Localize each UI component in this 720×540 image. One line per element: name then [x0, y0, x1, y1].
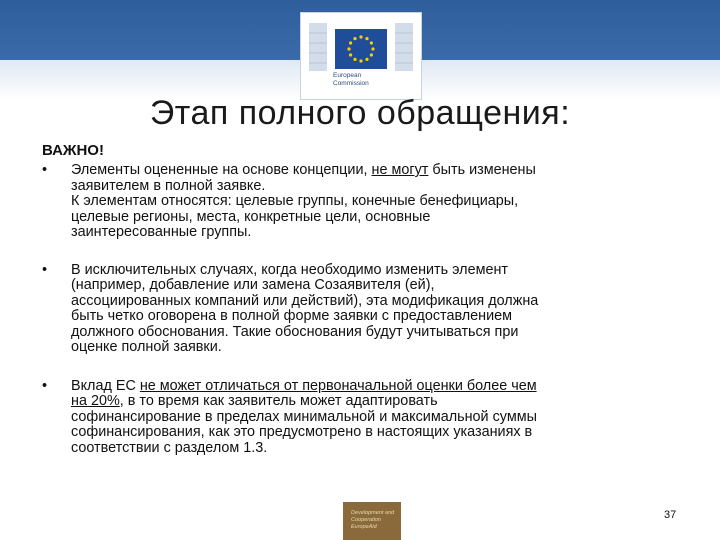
- footer-line-2: Cooperation: [351, 517, 381, 523]
- bullet-icon: •: [42, 162, 48, 178]
- important-label: ВАЖНО!: [42, 142, 104, 159]
- bullet-line: целевые регионы, места, конкретные цели, основные: [71, 208, 431, 225]
- bullet-line: Вклад ЕС не может отличаться от первоначальной оценки более чем: [71, 377, 537, 394]
- bullet-line: оценке полной заявки.: [71, 339, 222, 355]
- bullet-line: быть четко оговорена в полной форме заявки с предоставлением: [71, 308, 513, 324]
- footer-line-3: EuropeAid: [351, 524, 377, 530]
- page-number: 37: [664, 509, 677, 521]
- bullet-icon: •: [42, 261, 48, 278]
- bullet-line: Элементы оцененные на основе концепции, не могут быть изменены: [71, 162, 536, 178]
- footer-logo-text: [351, 510, 394, 531]
- underlined-text: на 20%: [71, 393, 120, 409]
- bullet-line: на 20%, в то время как заявитель может адаптировать: [71, 393, 438, 409]
- bullet-line: заинтересованные группы.: [71, 224, 252, 240]
- slide-title: Этап полного обращения:: [149, 94, 571, 132]
- bullet-line: соответствии с разделом 1.3.: [71, 439, 268, 456]
- logo-text: [333, 72, 369, 88]
- bullet-item-1: [42, 163, 672, 241]
- logo-text-line-1: European: [333, 72, 362, 79]
- underlined-text: не может отличаться от первоначальной оценки более чем: [139, 377, 537, 394]
- bullet-line: софинансирование в пределах минимальной и максимальной суммы: [71, 408, 537, 425]
- bullet-line: К элементам относятся: целевые группы, конечные бенефициары,: [71, 193, 519, 209]
- bullet-line: должного обоснования. Такие обоснования будут учитываться при: [71, 323, 519, 340]
- bullet-line: В исключительных случаях, когда необходимо изменить элемент: [71, 261, 509, 278]
- bullet-line: заявителем в полной заявке.: [71, 177, 266, 194]
- bullet-line: софинансирования, как это предусмотрено в настоящих указаниях в: [71, 424, 533, 440]
- bullet-line: (например, добавление или замена Созаявителя (ей),: [71, 277, 435, 293]
- bullet-line: ассоциированных компаний или действий), эта модификация должна: [71, 292, 539, 309]
- bullet-item-2: [42, 263, 672, 356]
- underlined-text: не могут: [371, 162, 429, 178]
- bullet-list: [42, 163, 672, 473]
- bullet-icon: •: [42, 377, 48, 394]
- bullet-item-3: [42, 379, 672, 457]
- logo-text-line-2: Commission: [333, 80, 369, 87]
- footer-line-1: Development and: [351, 510, 395, 516]
